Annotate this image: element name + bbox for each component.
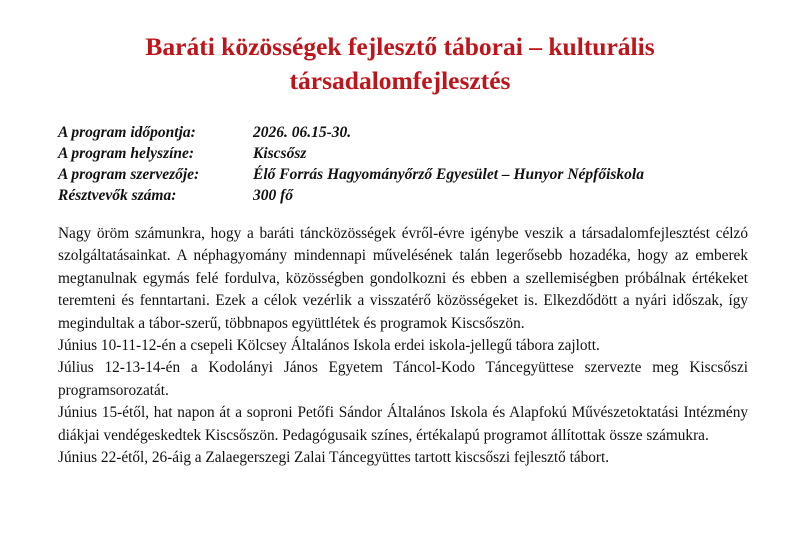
info-row-organizer: [58, 164, 758, 185]
info-value-organizer: Élő Forrás Hagyományőrző Egyesület – Hunyor Népfőiskola: [253, 166, 644, 183]
info-row-participants: [58, 185, 758, 206]
info-label-date: A program időpontja:: [58, 124, 196, 141]
info-label-participants: Résztvevők száma:: [58, 187, 177, 204]
info-label-organizer: A program szervezője:: [58, 166, 200, 183]
title-line-1: Baráti közösségek fejlesztő táborai – kulturális: [145, 32, 655, 61]
body-paragraph-intro: Nagy öröm számunkra, hogy a baráti táncközösségek évről-évre igénybe veszik a társadalomfejlesztést célzó szolgáltatásainkat. A néphagyomány mindennapi művelésének talán legerősebb hozadéka, hogy az emberek megtanulnak egymás felé fordulva, közösségben gondolkozni és ebben a szellemiségben próbálnak értékeket teremteni és fenntartani. Ezek a célok vezérlik a visszatérő közösségeket is. Elkezdődött a nyári időszak, így megindultak a tábor-szerű, többnapos együttlétek és programok Kiscsőszön.: [58, 225, 748, 332]
body-paragraph-csepel: Június 10-11-12-én a csepeli Kölcsey Általános Iskola erdei iskola-jellegű tábora zajlott.: [58, 337, 600, 355]
info-row-location: [58, 143, 758, 164]
info-value-date: 2026. 06.15-30.: [253, 124, 352, 141]
title-line-2: társadalomfejlesztés: [289, 66, 511, 95]
info-row-date: [58, 122, 758, 143]
body-paragraph-kodolanyi: Július 12-13-14-én a Kodolányi János Egyetem Táncol-Kodo Táncegyüttese szervezte meg Kiscsőszi programsorozatát.: [58, 359, 748, 399]
page-title: [40, 30, 760, 98]
info-value-participants: 300 fő: [253, 187, 294, 204]
info-value-location: Kiscsősz: [253, 145, 307, 162]
body-paragraph-zalaegerszeg: Június 22-étől, 26-áig a Zalaegerszegi Zalai Táncegyüttes tartott kiscsőszi fejlesztő tábort.: [58, 449, 610, 467]
program-info: [58, 122, 758, 206]
body-paragraph-sopron: Június 15-étől, hat napon át a soproni Petőfi Sándor Általános Iskola és Alapfokú Művészetoktatási Intézmény diákjai vendégeskedtek Kiscsőszön. Pedagógusaik színes, értékalapú programot állítottak össze számukra.: [58, 404, 748, 444]
article-body: [58, 223, 748, 469]
info-label-location: A program helyszíne:: [58, 145, 195, 162]
